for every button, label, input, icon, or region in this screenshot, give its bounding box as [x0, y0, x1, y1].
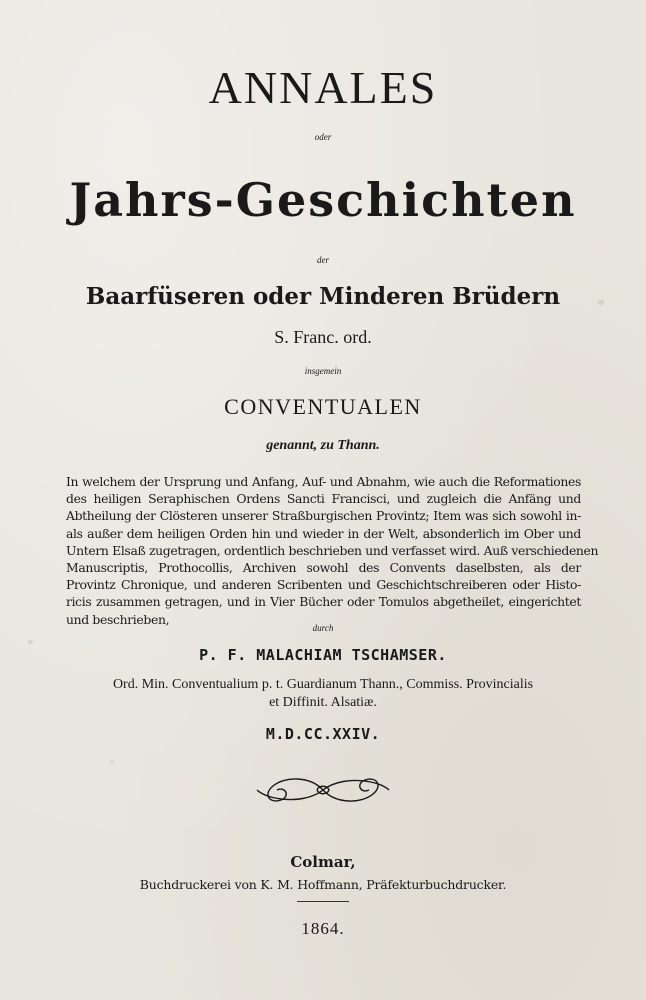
connector-der: der	[317, 255, 329, 265]
description-line: Manuscriptis, Prothocollis, Archiven sowohl des Convents daselbsten, als der	[66, 560, 581, 576]
title-conventualen: CONVENTUALEN	[224, 394, 422, 419]
description-line: und beschrieben,	[66, 611, 170, 627]
description-line: Abtheilung der Clösteren unserer Straßburgischen Provintz; Item was sich sowohl in-	[66, 508, 581, 524]
connector-durch: durch	[312, 623, 334, 633]
scroll-flourish-icon	[255, 770, 391, 810]
description-line: Untern Elsaß zugetragen, ordentlich beschrieben und verfasset wird. Auß verschiedenen	[66, 542, 599, 558]
title-jahrs-geschichten: Jahrs-Geschichten	[69, 173, 577, 227]
divider-rule	[297, 901, 349, 902]
subtitle-brueder: Baarfüseren oder Minderen Brüdern	[85, 283, 561, 310]
connector-oder: oder	[314, 132, 332, 142]
author-office	[0, 676, 646, 712]
subtitle-genannt: genannt, zu Thann.	[266, 438, 380, 453]
description-line: ricis zusammen getragen, und in Vier Bücher oder Tomulos abgetheilet, eingerichtet	[66, 594, 581, 610]
description-line: als außer dem heiligen Orden hin und wieder in der Welt, absonderlich im Ober und	[66, 525, 581, 541]
imprint-place: Colmar,	[290, 853, 356, 871]
connector-insgemein: insgemein	[304, 366, 342, 376]
author-name: P. F. MALACHIAM TSCHAMSER.	[199, 646, 447, 664]
description-line: In welchem der Ursprung und Anfang, Auf- und Abnahm, wie auch die Reformationes	[66, 474, 581, 489]
author-office-line: Ord. Min. Conventualium p. t. Guardianum Thann., Commiss. Provincialis	[112, 677, 534, 692]
year-written: M.D.CC.XXIV.	[265, 725, 381, 743]
paper-stain	[28, 640, 33, 644]
order-name: S. Franc. ord.	[274, 327, 372, 347]
imprint-year: 1864.	[301, 919, 345, 938]
title-annales: ANNALES	[208, 62, 438, 113]
description-paragraph	[66, 473, 599, 628]
author-office-line: et Diffinit. Alsatiæ.	[269, 695, 377, 710]
description-line: Provintz Chronique, und anderen Scribenten und Geschichtschreiberen oder Histo-	[66, 577, 581, 593]
description-line: des heiligen Seraphischen Ordens Sancti Francisci, und zugleich die Anfäng und	[66, 491, 581, 507]
paper-stain	[110, 760, 114, 763]
imprint-printer: Buchdruckerei von K. M. Hoffmann, Präfekturbuchdrucker.	[139, 877, 507, 892]
